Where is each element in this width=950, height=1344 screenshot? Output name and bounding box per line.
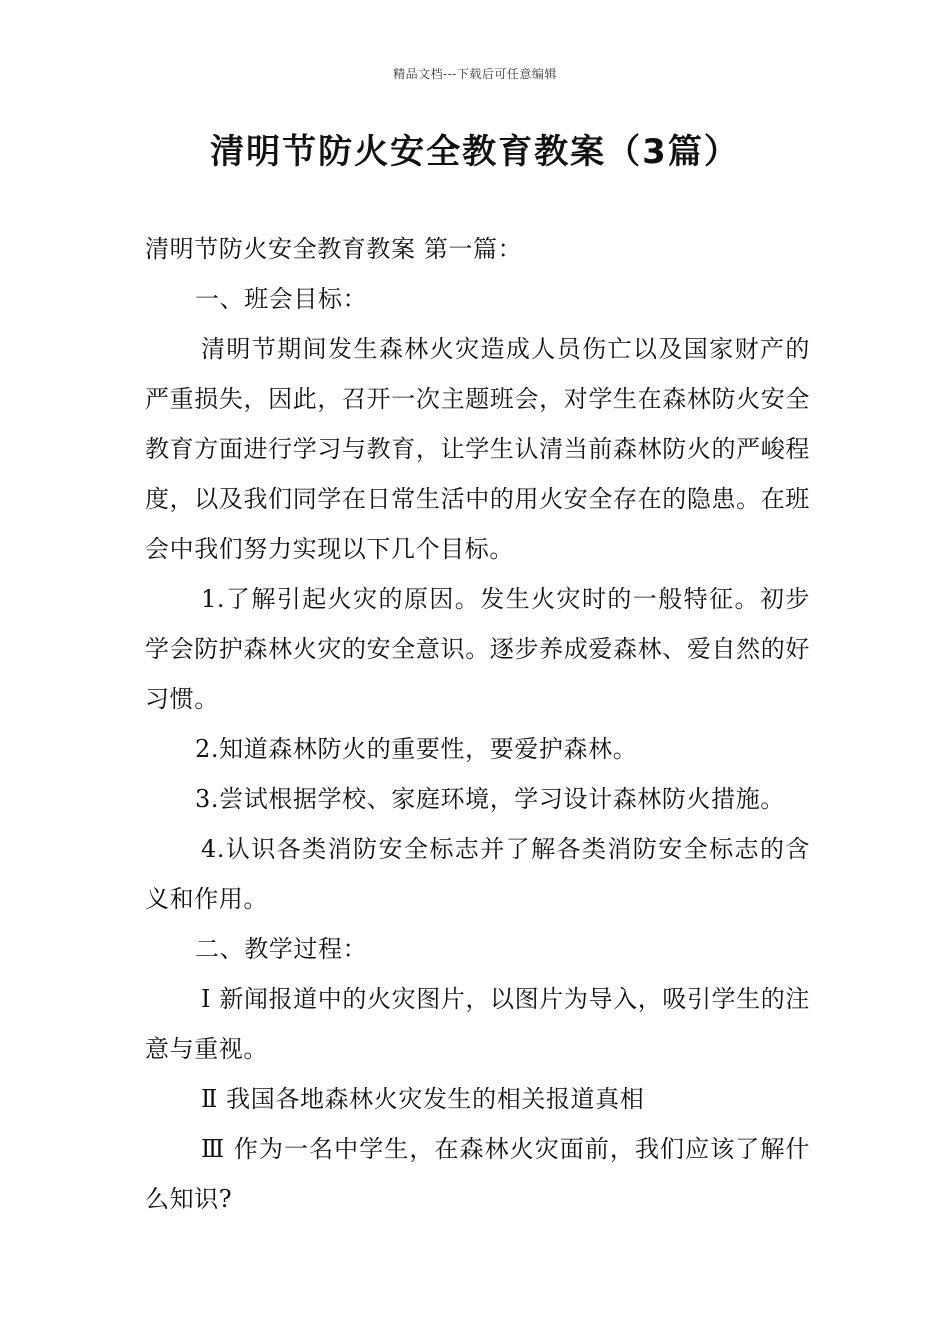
paragraph-objectives-intro: 清明节期间发生森林火灾造成人员伤亡以及国家财产的严重损失，因此，召开一次主题班会，对学生在森林防火安全教育方面进行学习与教育，让学生认清当前森林防火的严峻程度，以及我们同学在日常生活中的用火安全存在的隐患。在班会中我们努力实现以下几个目标。 — [145, 335, 810, 563]
document-title: 清明节防火安全教育教案（3篇） — [210, 132, 740, 172]
paragraph-objective-3: 3.尝试根据学校、家庭环境，学习设计森林防火措施。 — [195, 785, 785, 813]
paragraph-section-heading: 清明节防火安全教育教案 第一篇： — [145, 235, 523, 263]
paragraph-process-2: Ⅱ 我国各地森林火灾发生的相关报道真相 — [201, 1085, 645, 1113]
paragraph-process-1: Ⅰ 新闻报道中的火灾图片，以图片为导入，吸引学生的注意与重视。 — [145, 985, 810, 1063]
paragraph-process-3: Ⅲ 作为一名中学生，在森林火灾面前，我们应该了解什么知识? — [145, 1135, 810, 1213]
paragraph-objective-4: 4.认识各类消防安全标志并了解各类消防安全标志的含义和作用。 — [145, 835, 810, 913]
document-body — [145, 224, 810, 1224]
header-note: 精品文档---下载后可任意编辑 — [393, 67, 557, 81]
paragraph-objectives-heading: 一、班会目标： — [195, 285, 368, 313]
paragraph-process-heading: 二、教学过程： — [195, 935, 368, 963]
paragraph-objective-2: 2.知道森林防火的重要性，要爱护森林。 — [195, 735, 638, 763]
paragraph-objective-1: 1.了解引起火灾的原因。发生火灾时的一般特征。初步学会防护森林火灾的安全意识。逐步养成爱森林、爱自然的好习惯。 — [145, 585, 810, 713]
